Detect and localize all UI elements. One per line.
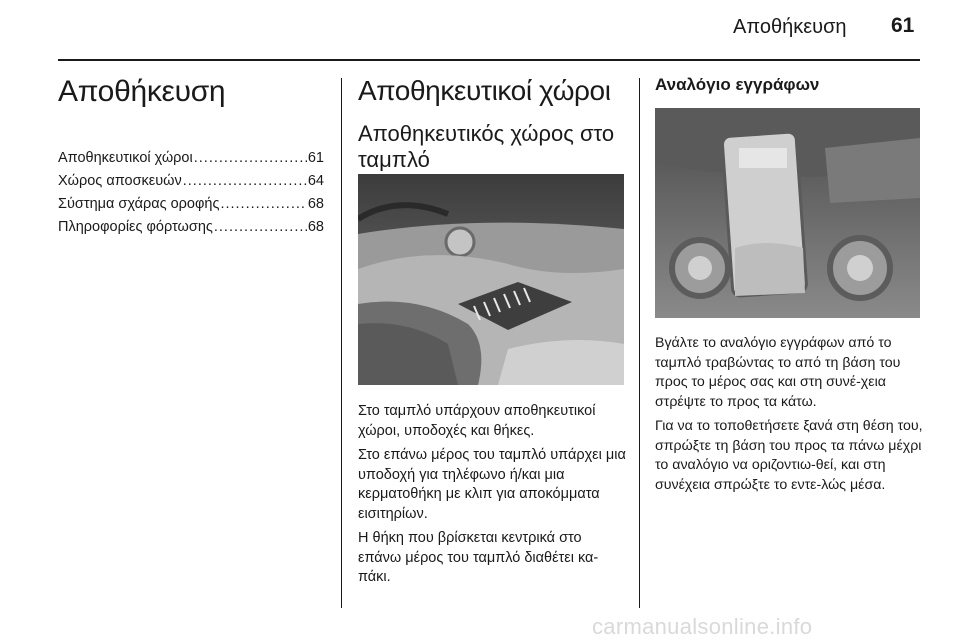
section-body <box>358 402 626 593</box>
column-divider-1 <box>341 78 342 608</box>
document-holder-heading: Αναλόγιο εγγράφων <box>655 75 820 94</box>
section-subheading: Αποθηκευτικός χώρος στο ταμπλό <box>358 121 615 172</box>
paragraph: Η θήκη που βρίσκεται κεντρικά στο επάνω μέρος του ταμπλό διαθέτει κα-πάκι. <box>358 530 599 585</box>
paragraph: Στο ταμπλό υπάρχουν αποθηκευτικοί χώροι, υποδοχές και θήκες. <box>358 403 596 439</box>
paragraph: Στο επάνω μέρος του ταμπλό υπάρχει μια υποδοχή για τηλέφωνο ή/και μια κερματοθήκη με κλιπ για αποκόμματα εισιτηρίων. <box>358 447 626 522</box>
chapter-title: Αποθήκευση <box>58 75 226 108</box>
toc-entry[interactable]: Αποθηκευτικοί χώροι ..... 61 <box>58 150 324 173</box>
header-title: Αποθήκευση <box>733 16 847 38</box>
dashboard-storage-photo <box>358 174 624 385</box>
document-holder-photo <box>655 108 920 318</box>
header-divider <box>58 59 920 61</box>
section-heading: Αποθηκευτικοί χώροι <box>358 75 611 106</box>
toc-entry[interactable]: Πληροφορίες φόρτωσης ..... 68 <box>58 219 324 242</box>
watermark: carmanualsonline.info <box>592 614 813 639</box>
toc-entry[interactable]: Χώρος αποσκευών ..... 64 <box>58 173 324 196</box>
page-number: 61 <box>891 14 915 37</box>
table-of-contents <box>58 150 324 242</box>
paragraph: Για να το τοποθετήσετε ξανά στη θέση του, σπρώξτε τη βάση του προς τα πάνω μέχρι το αναλόγιο να οριζοντιω-θεί, και στη συνέχεια σπρώξτε το εντε-λώς μέσα. <box>655 418 923 493</box>
toc-entry[interactable]: Σύστημα σχάρας οροφής ..... 68 <box>58 196 324 219</box>
paragraph: Βγάλτε το αναλόγιο εγγράφων από το ταμπλό τραβώντας το από τη βάση του προς το μέρος σας και στη συνέ-χεια στρέψτε το προς τα κάτω. <box>655 335 901 410</box>
document-holder-body <box>655 334 923 500</box>
column-divider-2 <box>639 78 640 608</box>
